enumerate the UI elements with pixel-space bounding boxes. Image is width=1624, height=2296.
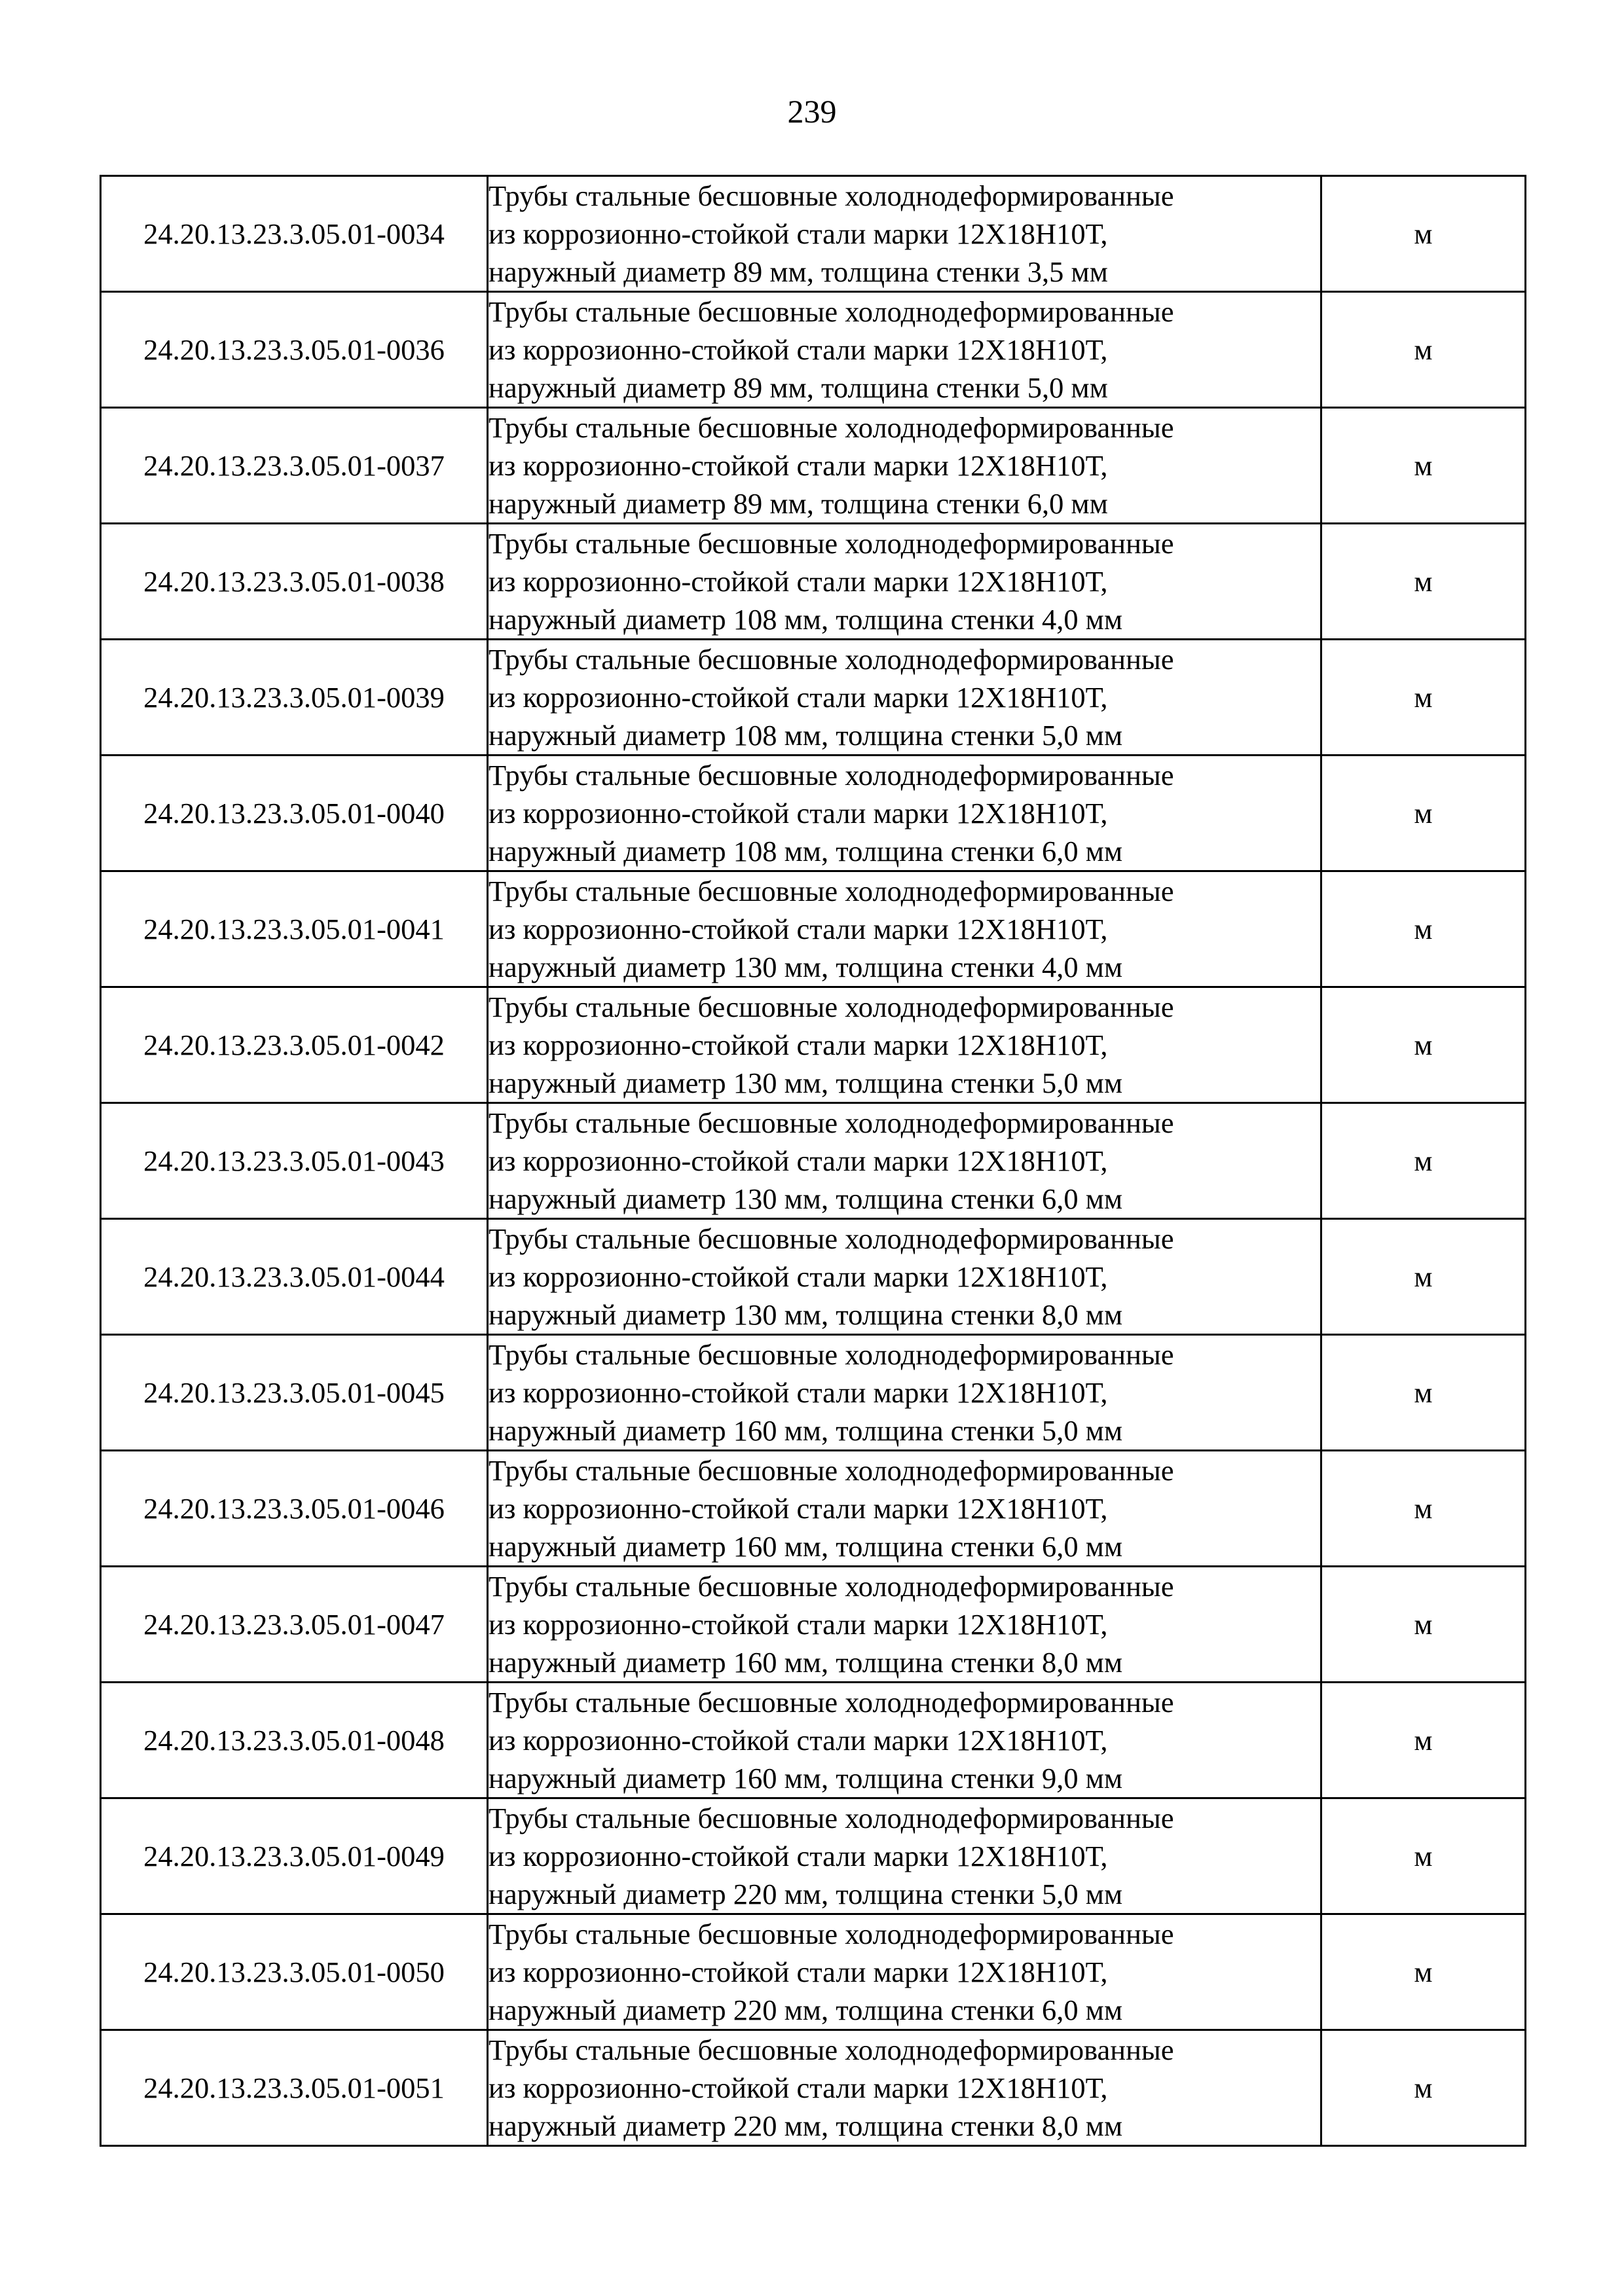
unit-of-measure: м <box>1321 987 1526 1103</box>
unit-of-measure: м <box>1321 1798 1526 1914</box>
table-row <box>101 1683 1526 1798</box>
description-line-1: Трубы стальные бесшовные холоднодеформированные <box>489 2033 1174 2066</box>
unit-of-measure: м <box>1321 640 1526 756</box>
unit-of-measure: м <box>1321 1914 1526 2030</box>
description-line-3: наружный диаметр 220 мм, толщина стенки 8,0 мм <box>489 2109 1123 2142</box>
resource-description <box>488 1567 1321 1683</box>
table-row <box>101 2030 1526 2146</box>
resource-description <box>488 1451 1321 1567</box>
resource-code: 24.20.13.23.3.05.01-0047 <box>101 1567 488 1683</box>
unit-of-measure: м <box>1321 176 1526 292</box>
description-line-3: наружный диаметр 160 мм, толщина стенки 6,0 мм <box>489 1530 1123 1563</box>
table-row <box>101 1219 1526 1335</box>
description-line-1: Трубы стальные бесшовные холоднодеформированные <box>489 1918 1174 1950</box>
table-row <box>101 640 1526 756</box>
table-row <box>101 1914 1526 2030</box>
resource-code: 24.20.13.23.3.05.01-0049 <box>101 1798 488 1914</box>
unit-of-measure: м <box>1321 1567 1526 1683</box>
description-line-3: наружный диаметр 108 мм, толщина стенки 4,0 мм <box>489 603 1123 636</box>
unit-of-measure: м <box>1321 1451 1526 1567</box>
description-line-1: Трубы стальные бесшовные холоднодеформированные <box>489 643 1174 676</box>
resource-code: 24.20.13.23.3.05.01-0048 <box>101 1683 488 1798</box>
resource-description <box>488 1683 1321 1798</box>
resource-description <box>488 2030 1321 2146</box>
resource-description <box>488 1219 1321 1335</box>
unit-of-measure: м <box>1321 292 1526 408</box>
table-row <box>101 176 1526 292</box>
table-row <box>101 987 1526 1103</box>
description-line-1: Трубы стальные бесшовные холоднодеформированные <box>489 411 1174 444</box>
table-row <box>101 1567 1526 1683</box>
resource-description <box>488 871 1321 987</box>
resource-description <box>488 408 1321 524</box>
description-line-1: Трубы стальные бесшовные холоднодеформированные <box>489 1802 1174 1834</box>
unit-of-measure: м <box>1321 1219 1526 1335</box>
description-line-2: из коррозионно-стойкой стали марки 12Х18Н10Т, <box>489 1492 1108 1525</box>
unit-of-measure: м <box>1321 408 1526 524</box>
resource-description <box>488 1914 1321 2030</box>
description-line-3: наружный диаметр 108 мм, толщина стенки 5,0 мм <box>489 719 1123 752</box>
description-line-2: из коррозионно-стойкой стали марки 12Х18Н10Т, <box>489 1260 1108 1293</box>
description-line-2: из коррозионно-стойкой стали марки 12Х18Н10Т, <box>489 1840 1108 1872</box>
resource-description <box>488 524 1321 640</box>
table-row <box>101 524 1526 640</box>
table-body <box>101 176 1526 2146</box>
description-line-3: наружный диаметр 89 мм, толщина стенки 5,0 мм <box>489 371 1108 404</box>
resource-code: 24.20.13.23.3.05.01-0050 <box>101 1914 488 2030</box>
description-line-2: из коррозионно-стойкой стали марки 12Х18Н10Т, <box>489 1029 1108 1061</box>
description-line-2: из коррозионно-стойкой стали марки 12Х18Н10Т, <box>489 565 1108 598</box>
resource-code: 24.20.13.23.3.05.01-0044 <box>101 1219 488 1335</box>
description-line-1: Трубы стальные бесшовные холоднодеформированные <box>489 991 1174 1023</box>
description-line-1: Трубы стальные бесшовные холоднодеформированные <box>489 1338 1174 1371</box>
resource-description <box>488 640 1321 756</box>
unit-of-measure: м <box>1321 756 1526 871</box>
resource-code: 24.20.13.23.3.05.01-0046 <box>101 1451 488 1567</box>
resource-code: 24.20.13.23.3.05.01-0041 <box>101 871 488 987</box>
resource-description <box>488 176 1321 292</box>
description-line-3: наружный диаметр 160 мм, толщина стенки 5,0 мм <box>489 1414 1123 1447</box>
description-line-3: наружный диаметр 89 мм, толщина стенки 6,0 мм <box>489 487 1108 520</box>
unit-of-measure: м <box>1321 1103 1526 1219</box>
description-line-1: Трубы стальные бесшовные холоднодеформированные <box>489 1570 1174 1603</box>
description-line-2: из коррозионно-стойкой стали марки 12Х18Н10Т, <box>489 913 1108 945</box>
description-line-1: Трубы стальные бесшовные холоднодеформированные <box>489 759 1174 792</box>
description-line-2: из коррозионно-стойкой стали марки 12Х18Н10Т, <box>489 797 1108 829</box>
description-line-2: из коррозионно-стойкой стали марки 12Х18Н10Т, <box>489 1724 1108 1757</box>
description-line-3: наружный диаметр 220 мм, толщина стенки 5,0 мм <box>489 1878 1123 1910</box>
description-line-3: наружный диаметр 160 мм, толщина стенки 8,0 мм <box>489 1646 1123 1679</box>
description-line-3: наружный диаметр 130 мм, толщина стенки 6,0 мм <box>489 1182 1123 1215</box>
resource-code: 24.20.13.23.3.05.01-0038 <box>101 524 488 640</box>
resource-code: 24.20.13.23.3.05.01-0036 <box>101 292 488 408</box>
resource-code: 24.20.13.23.3.05.01-0034 <box>101 176 488 292</box>
description-line-2: из коррозионно-стойкой стали марки 12Х18Н10Т, <box>489 449 1108 482</box>
description-line-1: Трубы стальные бесшовные холоднодеформированные <box>489 1222 1174 1255</box>
resource-description <box>488 987 1321 1103</box>
resource-code: 24.20.13.23.3.05.01-0040 <box>101 756 488 871</box>
resource-description <box>488 1103 1321 1219</box>
description-line-1: Трубы стальные бесшовные холоднодеформированные <box>489 527 1174 560</box>
description-line-3: наружный диаметр 160 мм, толщина стенки 9,0 мм <box>489 1762 1123 1795</box>
resource-code: 24.20.13.23.3.05.01-0045 <box>101 1335 488 1451</box>
table-row <box>101 1451 1526 1567</box>
table-row <box>101 871 1526 987</box>
description-line-3: наружный диаметр 130 мм, толщина стенки 5,0 мм <box>489 1066 1123 1099</box>
description-line-3: наружный диаметр 108 мм, толщина стенки 6,0 мм <box>489 835 1123 867</box>
resource-code: 24.20.13.23.3.05.01-0042 <box>101 987 488 1103</box>
table-row <box>101 1798 1526 1914</box>
description-line-2: из коррозионно-стойкой стали марки 12Х18Н10Т, <box>489 1376 1108 1409</box>
description-line-1: Трубы стальные бесшовные холоднодеформированные <box>489 875 1174 907</box>
description-line-2: из коррозионно-стойкой стали марки 12Х18Н10Т, <box>489 681 1108 714</box>
resource-code: 24.20.13.23.3.05.01-0039 <box>101 640 488 756</box>
description-line-1: Трубы стальные бесшовные холоднодеформированные <box>489 1686 1174 1719</box>
description-line-3: наружный диаметр 130 мм, толщина стенки 4,0 мм <box>489 951 1123 983</box>
description-line-1: Трубы стальные бесшовные холоднодеформированные <box>489 1454 1174 1487</box>
resource-code: 24.20.13.23.3.05.01-0043 <box>101 1103 488 1219</box>
table-row <box>101 756 1526 871</box>
unit-of-measure: м <box>1321 524 1526 640</box>
resource-table <box>100 175 1526 2147</box>
resource-description <box>488 1798 1321 1914</box>
page-number: 239 <box>787 93 837 130</box>
resource-description <box>488 756 1321 871</box>
resource-description <box>488 292 1321 408</box>
description-line-3: наружный диаметр 89 мм, толщина стенки 3,5 мм <box>489 255 1108 288</box>
resource-code: 24.20.13.23.3.05.01-0037 <box>101 408 488 524</box>
resource-description <box>488 1335 1321 1451</box>
unit-of-measure: м <box>1321 871 1526 987</box>
description-line-2: из коррозионно-стойкой стали марки 12Х18Н10Т, <box>489 217 1108 250</box>
description-line-1: Трубы стальные бесшовные холоднодеформированные <box>489 1106 1174 1139</box>
description-line-2: из коррозионно-стойкой стали марки 12Х18Н10Т, <box>489 2071 1108 2104</box>
table-row <box>101 292 1526 408</box>
description-line-2: из коррозионно-стойкой стали марки 12Х18Н10Т, <box>489 1144 1108 1177</box>
description-line-2: из коррозионно-стойкой стали марки 12Х18Н10Т, <box>489 1956 1108 1988</box>
unit-of-measure: м <box>1321 2030 1526 2146</box>
resource-code: 24.20.13.23.3.05.01-0051 <box>101 2030 488 2146</box>
description-line-1: Трубы стальные бесшовные холоднодеформированные <box>489 295 1174 328</box>
unit-of-measure: м <box>1321 1335 1526 1451</box>
description-line-2: из коррозионно-стойкой стали марки 12Х18Н10Т, <box>489 1608 1108 1641</box>
table-row <box>101 1103 1526 1219</box>
description-line-2: из коррозионно-стойкой стали марки 12Х18Н10Т, <box>489 333 1108 366</box>
description-line-3: наружный диаметр 130 мм, толщина стенки 8,0 мм <box>489 1298 1123 1331</box>
table-row <box>101 408 1526 524</box>
description-line-1: Трубы стальные бесшовные холоднодеформированные <box>489 179 1174 212</box>
table-row <box>101 1335 1526 1451</box>
description-line-3: наружный диаметр 220 мм, толщина стенки 6,0 мм <box>489 1994 1123 2026</box>
unit-of-measure: м <box>1321 1683 1526 1798</box>
